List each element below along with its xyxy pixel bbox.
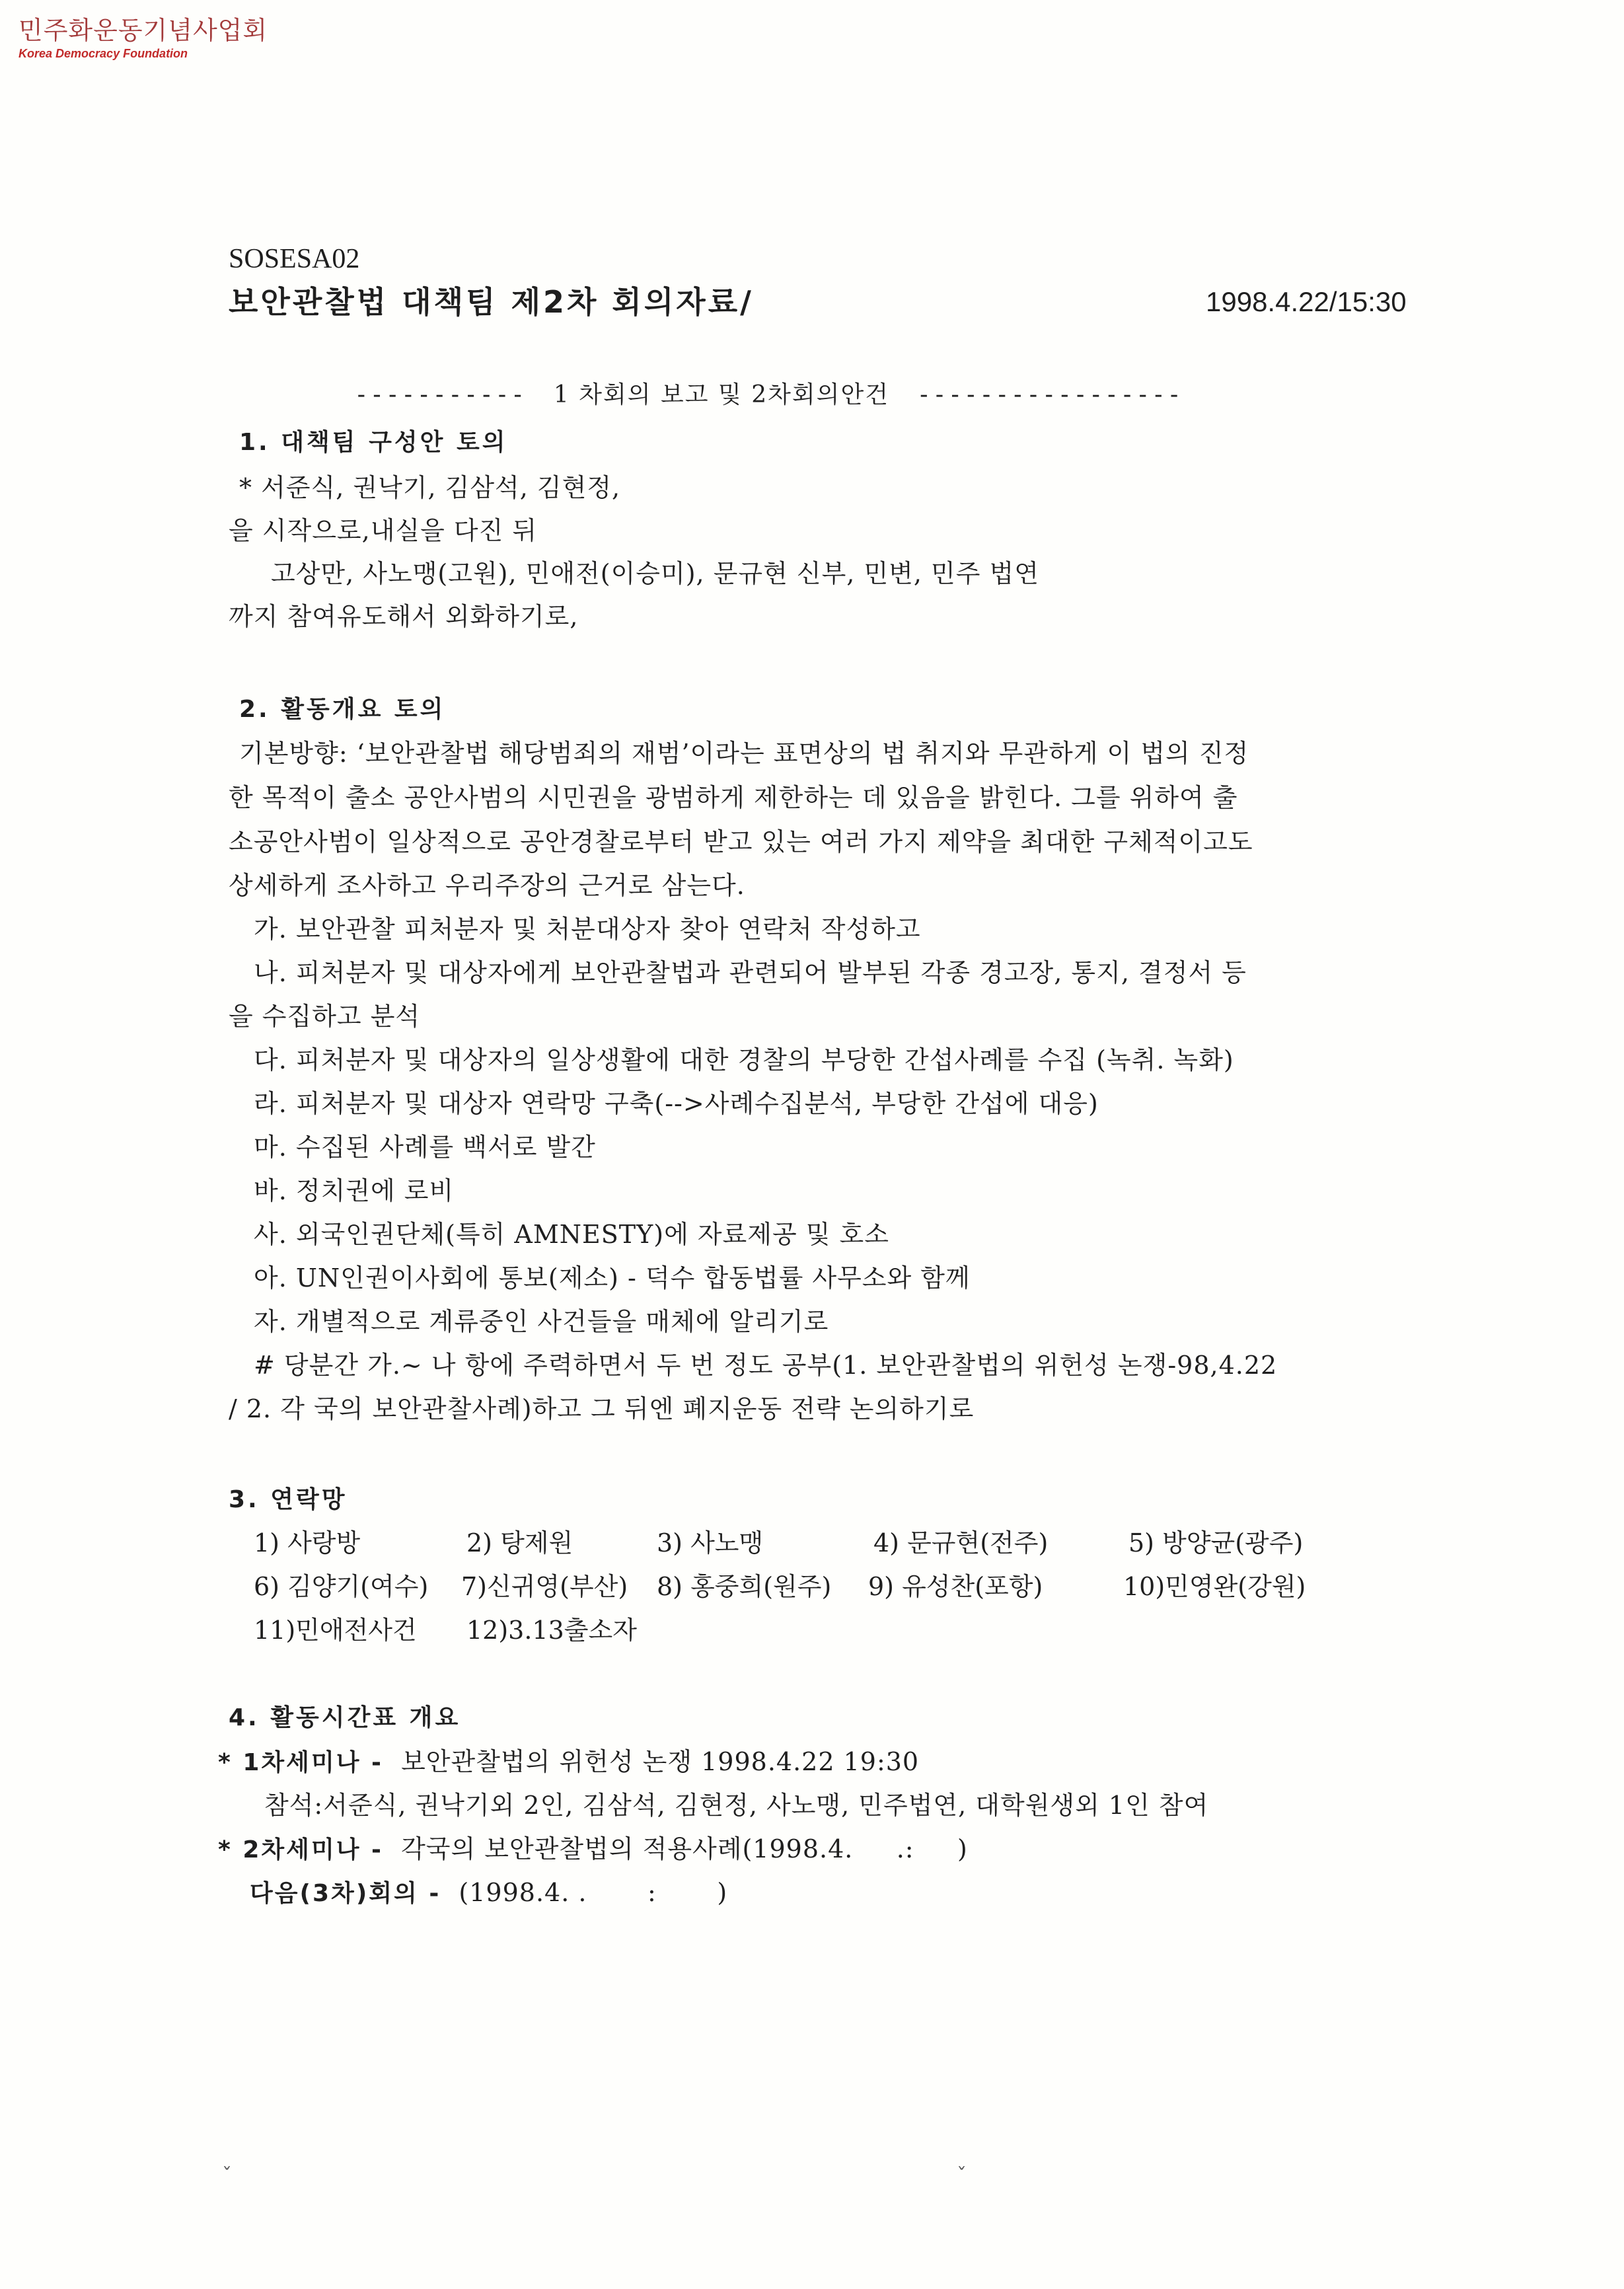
contact-row	[0, 1570, 1624, 1603]
seminar-1-label: * 1차세미나 -	[218, 1749, 383, 1776]
section-3-title: 3. 연락망	[229, 1486, 348, 1513]
document-title: 보안관찰법 대책팀 제2차 회의자료/	[229, 284, 754, 320]
section-1-line: * 서준식, 권낙기, 김삼석, 김현정,	[239, 473, 621, 502]
seminar-2-text: 각국의 보안관찰법의 적용사례(1998.4. .: )	[401, 1834, 968, 1863]
section-2-item: 자. 개별적으로 계류중인 사건들을 매체에 알리기로	[254, 1307, 829, 1336]
section-1-title: 1. 대책팀 구성안 토의	[239, 429, 508, 456]
contact-entry: 10)민영완(강원)	[1123, 1572, 1306, 1601]
contact-entry: 12)3.13출소자	[466, 1616, 637, 1645]
section-1-line: 고상만, 사노맹(고원), 민애전(이승미), 문규현 신부, 민변, 민주 법연	[271, 559, 1039, 588]
section-2-note: / 2. 각 국의 보안관찰사례)하고 그 뒤엔 폐지운동 전략 논의하기로	[229, 1394, 975, 1423]
contact-entry: 8) 홍중희(원주)	[657, 1572, 832, 1601]
next-meeting-label: 다음(3차)회의 -	[250, 1880, 441, 1907]
seminar-1-text: 보안관찰법의 위헌성 논쟁 1998.4.22 19:30	[401, 1747, 920, 1776]
contact-entry: 9) 유성찬(포항)	[868, 1572, 1043, 1601]
section-2-item: 나. 피처분자 및 대상자에게 보안관찰법과 관련되어 발부된 각종 경고장, 통지, 결정서 등	[254, 958, 1247, 987]
scan-mark: ˇ	[222, 2164, 232, 2187]
next-meeting-text: (1998.4. . : )	[459, 1878, 728, 1907]
section-2-item: 바. 정치권에 로비	[254, 1176, 455, 1205]
agenda-heading-right-dashes: -----------------	[916, 381, 1183, 408]
contact-entry: 3) 사노맹	[657, 1528, 764, 1557]
section-2-note: # 당분간 가.~ 나 항에 주력하면서 두 번 정도 공부(1. 보안관찰법의 위헌성 논쟁-98,4.22	[254, 1351, 1278, 1380]
section-2-paragraph-line: 상세하게 조사하고 우리주장의 근거로 삼는다.	[229, 871, 745, 900]
seminar-1-attendees: 참석:서준식, 권낙기외 2인, 김삼석, 김현정, 사노맹, 민주법연, 대학원생외 1인 참여	[264, 1791, 1209, 1820]
section-1-line: 까지 참여유도해서 외화하기로,	[229, 602, 579, 631]
next-meeting-line	[250, 1876, 727, 1910]
document-code: SOSESA02	[229, 244, 360, 274]
logo-korean-text: 민주화운동기념사업회	[18, 16, 268, 45]
section-2-item: 사. 외국인권단체(특히 AMNESTY)에 자료제공 및 호소	[254, 1220, 889, 1249]
section-4-title: 4. 활동시간표 개요	[229, 1704, 461, 1731]
contact-entry: 2) 탕제원	[466, 1528, 573, 1557]
agenda-heading-text: 1 차회의 보고 및 2차회의안건	[553, 381, 889, 408]
document-datetime: 1998.4.22/15:30	[1206, 286, 1407, 317]
section-2-item: 마. 수집된 사례를 백서로 발간	[254, 1133, 596, 1162]
foundation-logo	[18, 15, 268, 61]
section-2-item: 라. 피처분자 및 대상자 연락망 구축(-->사례수집분석, 부당한 간섭에 대응)	[254, 1089, 1099, 1118]
contact-entry: 5) 방양균(광주)	[1128, 1528, 1304, 1557]
section-2-item: 을 수집하고 분석	[229, 1002, 421, 1031]
contact-entry: 11)민애전사건	[254, 1616, 417, 1645]
section-1-line: 을 시작으로,내실을 다진 뒤	[229, 516, 538, 545]
agenda-heading	[354, 379, 1183, 412]
section-2-paragraph-line: 기본방향: ‘보안관찰법 해당범죄의 재범’이라는 표면상의 법 취지와 무관하게 이 법의 진정	[239, 739, 1249, 768]
section-2-item: 아. UN인권이사회에 통보(제소) - 덕수 합동법률 사무소와 함께	[254, 1263, 971, 1293]
section-2-paragraph-line: 소공안사범이 일상적으로 공안경찰로부터 받고 있는 여러 가지 제약을 최대한 구체적이고도	[229, 827, 1253, 856]
contact-entry: 4) 문규현(전주)	[873, 1528, 1049, 1557]
agenda-heading-left-dashes: -----------	[354, 381, 527, 408]
section-2-title: 2. 활동개요 토의	[239, 696, 446, 723]
seminar-1-line	[218, 1745, 919, 1780]
section-2-paragraph-line: 한 목적이 출소 공안사범의 시민권을 광범하게 제한하는 데 있음을 밝힌다. 그를 위하여 출	[229, 783, 1238, 812]
seminar-2-line	[218, 1832, 968, 1867]
seminar-2-label: * 2차세미나 -	[218, 1836, 383, 1863]
scan-mark: ˇ	[957, 2164, 967, 2187]
contact-row	[0, 1526, 1624, 1559]
section-2-item: 가. 보안관찰 피처분자 및 처분대상자 찾아 연락처 작성하고	[254, 915, 921, 944]
contact-entry: 7)신귀영(부산)	[461, 1572, 628, 1601]
contact-row	[0, 1614, 1624, 1647]
contact-entry: 6) 김양기(여수)	[254, 1572, 429, 1601]
logo-english-text: Korea Democracy Foundation	[18, 47, 188, 60]
contact-entry: 1) 사랑방	[254, 1528, 361, 1557]
section-2-item: 다. 피처분자 및 대상자의 일상생활에 대한 경찰의 부당한 간섭사례를 수집 (녹취. 녹화)	[254, 1045, 1234, 1074]
